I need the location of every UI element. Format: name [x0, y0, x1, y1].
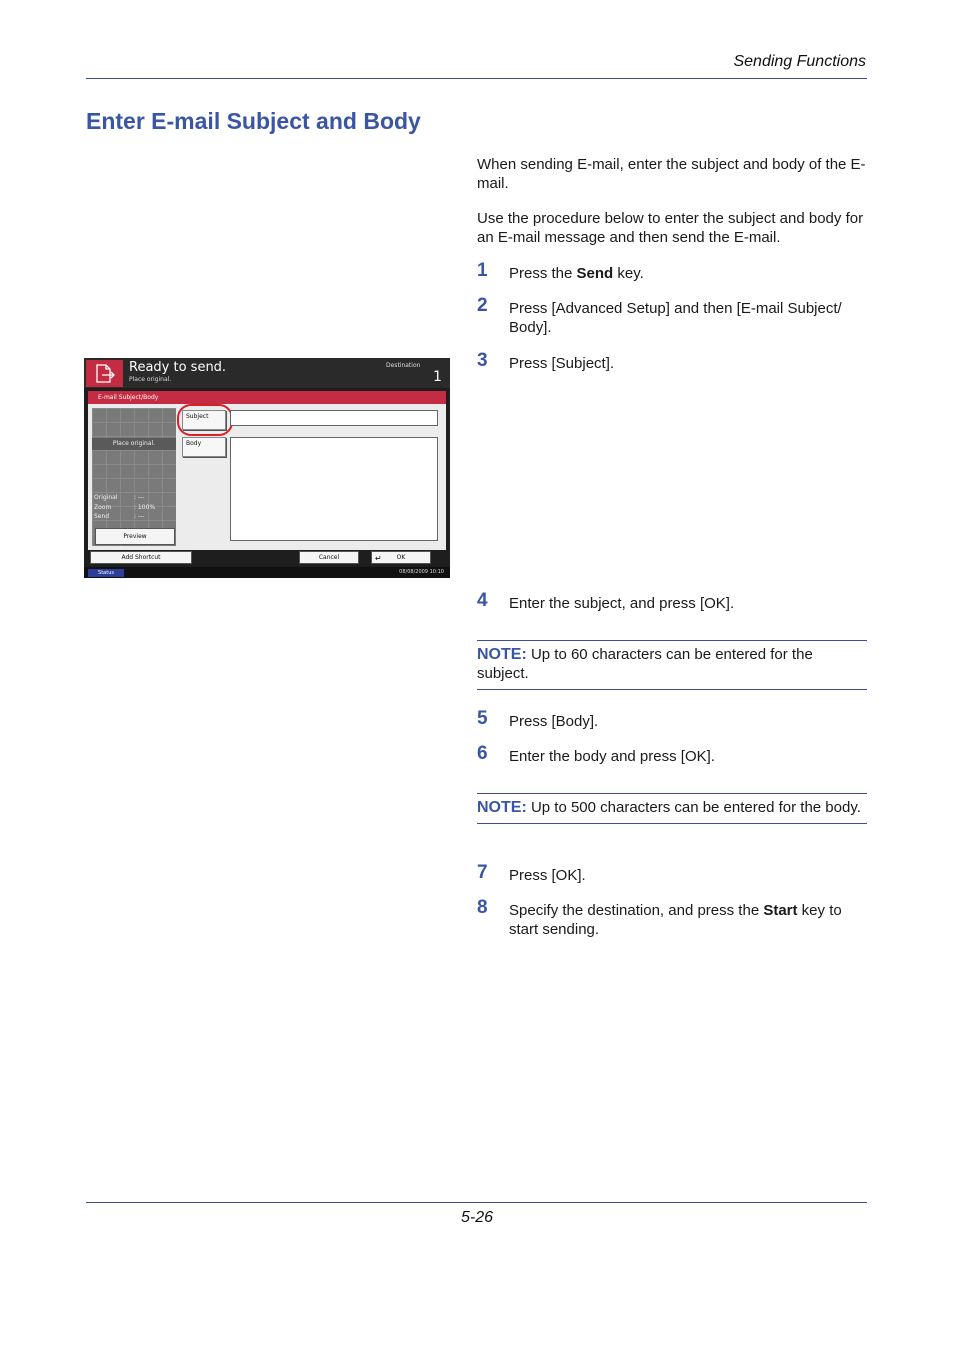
running-header: Sending Functions	[733, 53, 866, 70]
step-number: 5	[477, 708, 488, 729]
preview-area	[92, 408, 176, 546]
step-text: Press the Send key.	[509, 265, 644, 282]
status-button[interactable]: Status	[88, 569, 124, 577]
subject-highlight-circle	[177, 404, 233, 436]
preview-placeholder: Place original.	[92, 438, 176, 450]
ok-button[interactable]: ↵ OK	[371, 551, 431, 564]
note-label: NOTE:	[477, 799, 527, 816]
enter-icon: ↵	[375, 554, 382, 563]
step-number: 8	[477, 897, 488, 918]
operation-panel-screenshot	[84, 358, 450, 578]
intro-paragraph-1: When sending E-mail, enter the subject and body of the E-mail.	[477, 156, 866, 192]
step-text: Enter the body and press [OK].	[509, 748, 715, 765]
header-rule	[86, 78, 867, 79]
send-document-icon	[86, 360, 123, 387]
panel-status-sub: Place original.	[129, 376, 172, 383]
page-title: Enter E-mail Subject and Body	[86, 108, 421, 134]
cancel-button[interactable]: Cancel	[299, 551, 359, 564]
step-number: 7	[477, 862, 488, 883]
panel-bar-title: E-mail Subject/Body	[98, 394, 159, 401]
body-field[interactable]	[230, 437, 438, 541]
panel-status-title: Ready to send.	[129, 360, 227, 375]
panel-title-bar	[88, 391, 446, 404]
step-text: Press [Advanced Setup] and then [E-mail Subject/ Body].	[509, 300, 842, 336]
destination-count: 1	[433, 369, 442, 385]
step-text: Press [Body].	[509, 713, 599, 730]
step-number: 3	[477, 350, 488, 371]
note-text: Up to 500 characters can be entered for the body.	[526, 799, 861, 816]
page-number: 5-26	[461, 1209, 494, 1226]
step-number: 2	[477, 295, 488, 316]
step-text: Enter the subject, and press [OK].	[509, 595, 735, 612]
destination-label: Destination	[386, 362, 421, 369]
step-number: 6	[477, 743, 488, 764]
step-text: Press [OK].	[509, 867, 586, 884]
body-button[interactable]: Body	[182, 437, 226, 457]
step-number: 1	[477, 260, 488, 281]
note-text: Up to 60 characters can be entered for the subject.	[477, 646, 813, 682]
panel-status-area	[84, 358, 450, 388]
footer-rule	[86, 1202, 867, 1203]
preview-button[interactable]: Preview	[95, 528, 175, 545]
note-body	[477, 793, 867, 824]
subject-field[interactable]	[230, 410, 438, 426]
note-label: NOTE:	[477, 646, 527, 663]
note-subject	[477, 640, 867, 690]
info-send: Send : ---	[94, 513, 145, 520]
subject-button[interactable]: Subject	[182, 410, 226, 430]
step-text: Press [Subject].	[509, 355, 615, 372]
add-shortcut-button[interactable]: Add Shortcut	[90, 551, 192, 564]
panel-status-strip	[84, 567, 450, 578]
info-zoom: Zoom : 100%	[94, 504, 156, 511]
step-text: Specify the destination, and press the Start key to start sending.	[509, 902, 842, 938]
panel-datetime: 08/08/2009 10:10	[399, 569, 444, 575]
info-original: Original : ---	[94, 494, 145, 501]
panel-body	[88, 404, 446, 550]
intro-paragraph-2: Use the procedure below to enter the subject and body for an E-mail message and then send the E-mail.	[477, 210, 864, 246]
step-number: 4	[477, 590, 488, 611]
